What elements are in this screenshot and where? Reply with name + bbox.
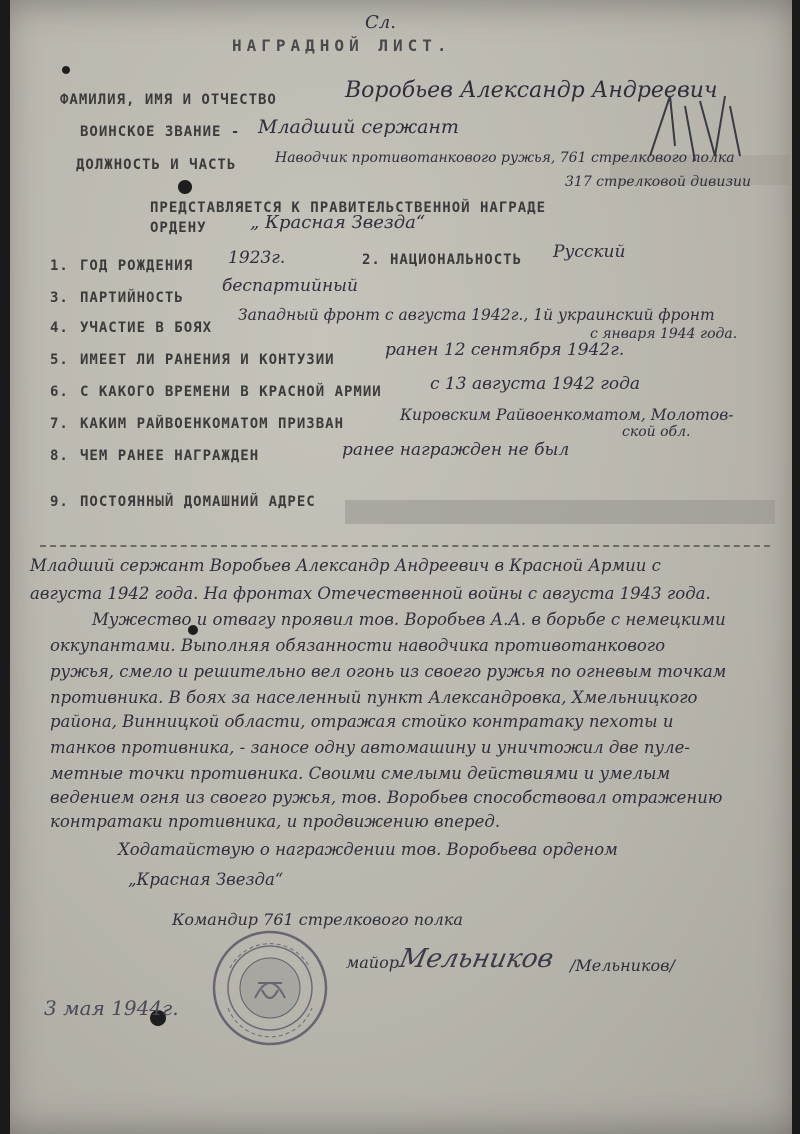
item-2-value: Русский: [553, 242, 626, 262]
item-4-value-line2: с января 1944 года.: [590, 326, 738, 342]
rank-value: Младший сержант: [258, 116, 459, 138]
order-label: ОРДЕНУ: [150, 220, 207, 236]
sheet-number: Сл.: [365, 12, 396, 33]
item-8-value: ранее награжден не был: [342, 440, 570, 460]
paper-hole: [178, 180, 192, 194]
item-3-label: ПАРТИЙНОСТЬ: [80, 290, 184, 306]
item-9-label: ПОСТОЯННЫЙ ДОМАШНИЙ АДРЕС: [80, 494, 316, 510]
position-label: ДОЛЖНОСТЬ И ЧАСТЬ: [76, 157, 237, 173]
item-3-number: 3.: [50, 290, 69, 306]
narrative-line: танков противника, - заносе одну автомашину и уничтожил две пуле-: [50, 738, 690, 757]
commander-title: Командир 761 стрелкового полка: [172, 910, 463, 929]
narrative-line: района, Винницкой области, отражая стойко контратаку пехоты и: [50, 712, 674, 731]
item-6-value: с 13 августа 1942 года: [430, 374, 641, 394]
narrative-line: противника. В боях за населенный пункт Александровка, Хмельницкого: [50, 688, 698, 707]
petition-line2: „Красная Звезда“: [128, 870, 284, 889]
narrative-line: Младший сержант Воробьев Александр Андреевич в Красной Армии с: [30, 556, 661, 575]
name-value: Воробьев Александр Андреевич: [345, 78, 718, 103]
petition-line1: Ходатайствую о награждении тов. Воробьева орденом: [118, 840, 618, 859]
item-7-value-line2: ской обл.: [622, 424, 691, 440]
item-5-number: 5.: [50, 352, 69, 368]
item-5-label: ИМЕЕТ ЛИ РАНЕНИЯ И КОНТУЗИИ: [80, 352, 335, 368]
commander-rank: майор: [346, 953, 399, 972]
document-title: НАГРАДНОЙ ЛИСТ.: [232, 36, 452, 55]
item-4-label: УЧАСТИЕ В БОЯХ: [80, 320, 213, 336]
award-heading: ПРЕДСТАВЛЯЕТСЯ К ПРАВИТЕЛЬСТВЕННОЙ НАГРАДЕ: [150, 200, 547, 216]
narrative-line: ружья, смело и решительно вел огонь из своего ружья по огневым точкам: [50, 662, 727, 681]
scan-border-right: [792, 0, 800, 1134]
commander-signature: Мельников: [396, 944, 557, 974]
item-2-number: 2.: [362, 252, 381, 268]
item-8-number: 8.: [50, 448, 69, 464]
narrative-line: контратаки противника, и продвижению вперед.: [50, 812, 501, 831]
narrative-line: метные точки противника. Своими смелыми действиями и умелым: [50, 764, 671, 783]
rank-label: ВОИНСКОЕ ЗВАНИЕ -: [80, 124, 241, 140]
redacted-address: [345, 500, 775, 524]
item-6-number: 6.: [50, 384, 69, 400]
narrative-line: августа 1942 года. На фронтах Отечественной войны с августа 1943 года.: [30, 584, 711, 603]
item-1-number: 1.: [50, 258, 69, 274]
narrative-line: Мужество и отвагу проявил тов. Воробьев А.А. в борьбе с немецкими: [92, 610, 726, 629]
item-7-number: 7.: [50, 416, 69, 432]
item-4-value-line1: Западный фронт с августа 1942г., 1й украинский фронт: [238, 306, 715, 324]
position-value-line2: 317 стрелковой дивизии: [565, 174, 752, 190]
narrative-line: ведением огня из своего ружья, тов. Воробьев способствовал отражению: [50, 788, 723, 807]
name-label: ФАМИЛИЯ, ИМЯ И ОТЧЕСТВО: [60, 92, 277, 108]
item-6-label: С КАКОГО ВРЕМЕНИ В КРАСНОЙ АРМИИ: [80, 384, 382, 400]
item-1-value: 1923г.: [228, 248, 286, 268]
position-value-line1: Наводчик противотанкового ружья, 761 стрелкового полка: [275, 150, 735, 166]
paper-speck: [62, 66, 70, 74]
signing-date: 3 мая 1944г.: [44, 996, 179, 1020]
item-3-value: беспартийный: [222, 276, 358, 296]
commander-printed-name: /Мельников/: [570, 956, 675, 975]
item-7-label: КАКИМ РАЙВОЕНКОМАТОМ ПРИЗВАН: [80, 416, 345, 432]
item-7-value-line1: Кировским Райвоенкоматом, Молотов-: [400, 406, 734, 424]
item-8-label: ЧЕМ РАНЕЕ НАГРАЖДЕН: [80, 448, 260, 464]
scan-border-left: [0, 0, 10, 1134]
item-2-label: НАЦИОНАЛЬНОСТЬ: [390, 252, 523, 268]
order-value: „ Красная Звезда“: [250, 212, 426, 233]
narrative-line: оккупантами. Выполняя обязанности наводчика противотанкового: [50, 636, 666, 655]
item-9-number: 9.: [50, 494, 69, 510]
item-1-label: ГОД РОЖДЕНИЯ: [80, 258, 194, 274]
item-4-number: 4.: [50, 320, 69, 336]
section-divider: [40, 545, 770, 547]
item-5-value: ранен 12 сентября 1942г.: [385, 340, 625, 360]
official-stamp: [210, 928, 330, 1048]
